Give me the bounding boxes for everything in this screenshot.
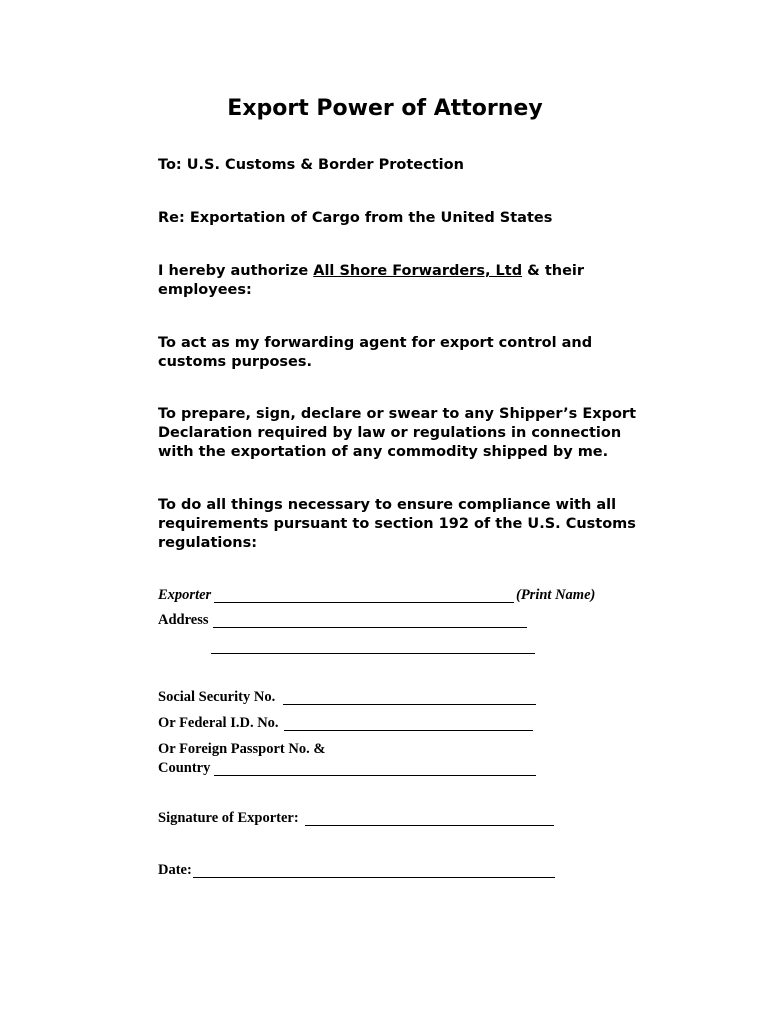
to-line: To: U.S. Customs & Border Protection: [158, 157, 464, 173]
date-label: Date:: [158, 862, 192, 878]
prepare-paragraph: [158, 405, 636, 462]
ssn-label: Social Security No.: [158, 689, 276, 705]
prepare-line-3: with the exportation of any commodity shipped by me.: [158, 444, 609, 460]
authorize-suffix: & their: [522, 263, 585, 279]
exporter-name-field[interactable]: [214, 602, 514, 603]
agent-line-1: To act as my forwarding agent for export control and: [158, 335, 593, 351]
address-field-line-1[interactable]: [213, 627, 527, 628]
signature-label: Signature of Exporter:: [158, 810, 299, 826]
passport-label-line-2: Country: [158, 760, 211, 776]
company-name: All Shore Forwarders, Ltd: [313, 263, 523, 279]
authorize-prefix: I hereby authorize: [158, 263, 314, 279]
address-label: Address: [158, 612, 209, 628]
compliance-line-2: requirements pursuant to section 192 of the U.S. Customs: [158, 516, 636, 532]
signature-field[interactable]: [305, 825, 554, 826]
print-name-label: (Print Name): [516, 587, 596, 603]
prepare-line-1: To prepare, sign, declare or swear to any Shipper’s Export: [158, 406, 637, 422]
prepare-line-2: Declaration required by law or regulations in connection: [158, 425, 622, 441]
passport-label-line-1: Or Foreign Passport No. &: [158, 741, 326, 757]
exporter-label: Exporter: [158, 587, 212, 603]
compliance-paragraph: [158, 496, 636, 553]
federal-id-field[interactable]: [284, 730, 533, 731]
address-field-line-2[interactable]: [211, 653, 535, 654]
compliance-line-1: To do all things necessary to ensure compliance with all: [158, 497, 617, 513]
document-title: Export Power of Attorney: [227, 96, 543, 121]
authorize-line-1: [158, 262, 584, 281]
ssn-field[interactable]: [283, 704, 536, 705]
agent-paragraph: [158, 334, 592, 372]
passport-country-field[interactable]: [214, 775, 536, 776]
federal-id-label: Or Federal I.D. No.: [158, 715, 279, 731]
authorize-line-2: employees:: [158, 282, 252, 298]
date-field[interactable]: [193, 877, 555, 878]
re-line: Re: Exportation of Cargo from the United States: [158, 210, 553, 226]
compliance-line-3: regulations:: [158, 535, 258, 551]
agent-line-2: customs purposes.: [158, 354, 313, 370]
passport-label: [158, 740, 325, 778]
authorize-paragraph: [158, 262, 584, 300]
